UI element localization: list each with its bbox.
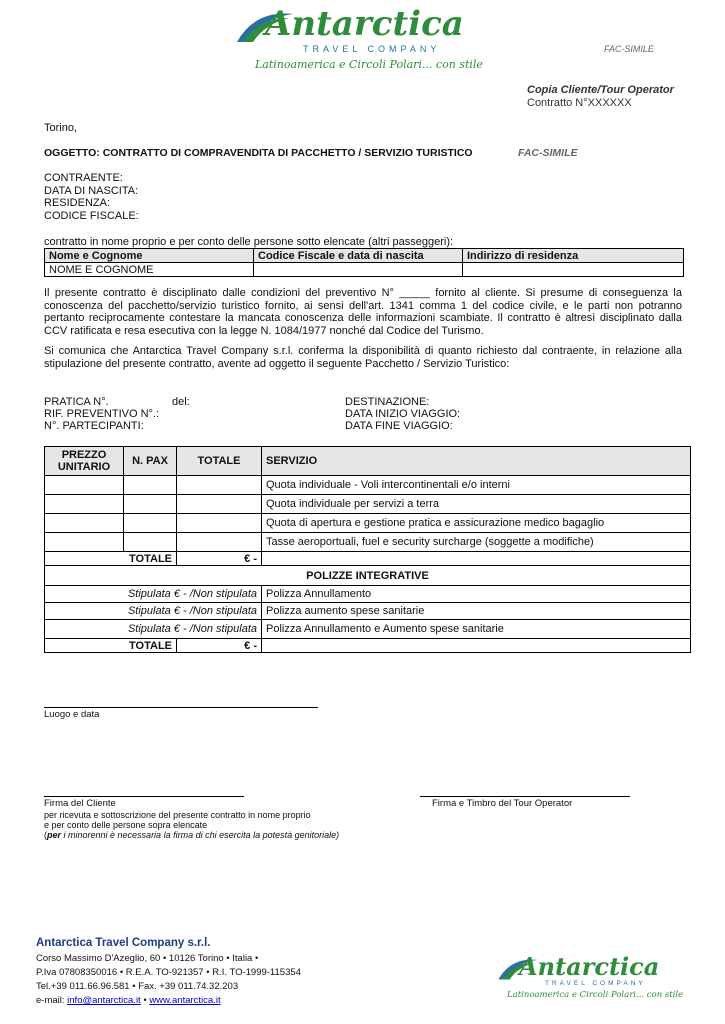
col-nome: Nome e Cognome	[45, 249, 254, 263]
place: Torino,	[44, 122, 78, 134]
paragraph-confirmation: Si comunica che Antarctica Travel Company s.r.l. conferma la disponibilità di quanto richiesto dal contraente, in relazione alla stipulazione del presente contratto, avente ad oggetto il seguente Pacchetto / Servizio Turistico:	[44, 345, 682, 370]
paragraph-conditions: Il presente contratto è disciplinato dalle condizioni del preventivo N° _____ fornito al cliente. Si presume di conseguenza la conoscenza del pacchetto/servizio turistico fornito, ai sensi dell'art. 1341 comma 1 del codice civile, e le parti non potranno pertanto reciprocamente contestare la mancata conoscenza delle informazioni scambiate. Il contratto è altresì disciplinato dalla CCV ratificata e resa esecutiva con la legge N. 1084/1977 nonché dal Codice del Turismo.	[44, 287, 682, 337]
passengers-header-row	[45, 249, 684, 263]
logo-subtitle: TRAVEL COMPANY	[303, 44, 441, 54]
policies-total-row	[45, 639, 691, 653]
footer-tel: Tel.+39 011.66.96.581 • Fax. +39 011.74.32.203	[36, 981, 239, 992]
col-codice: Codice Fiscale e data di nascita	[254, 249, 463, 263]
policy-status: Stipulata € - /Non stipulata	[45, 603, 262, 620]
policies-title: POLIZZE INTEGRATIVE	[45, 566, 691, 586]
data-inizio-label: DATA INIZIO VIAGGIO:	[345, 408, 461, 420]
services-total-row	[45, 552, 691, 566]
footer-logo-brand: Antarctica	[519, 952, 660, 981]
header-logo	[235, 4, 483, 72]
policy-label: Polizza Annullamento e Aumento spese sanitarie	[262, 620, 691, 639]
passenger-name: NOME E COGNOME	[45, 263, 254, 277]
footer-contacts: e-mail: info@antarctica.it • www.antarctica.it	[36, 995, 221, 1006]
footer-piva: P.Iva 07808350016 • R.E.A. TO-921357 • R.I. TO-1999-115354	[36, 967, 301, 978]
passengers-table	[44, 248, 684, 277]
passengers-intro: contratto in nome proprio e per conto delle persone sotto elencate (altri passeggeri):	[44, 236, 454, 248]
passenger-indirizzo	[463, 263, 684, 277]
footer-logo	[497, 952, 684, 1005]
footer-address: Corso Massimo D'Azeglio, 60 • 10126 Torino • Italia •	[36, 953, 259, 964]
policy-row	[45, 586, 691, 603]
service-row	[45, 533, 691, 552]
policy-label: Polizza Annullamento	[262, 586, 691, 603]
col-prezzo: PREZZO UNITARIO	[45, 447, 124, 476]
service-row	[45, 495, 691, 514]
passenger-row	[45, 263, 684, 277]
services-table	[44, 446, 691, 653]
del-label: del:	[172, 396, 190, 408]
website-link[interactable]: www.antarctica.it	[149, 995, 221, 1006]
residenza-label: RESIDENZA:	[44, 197, 111, 209]
total-label: TOTALE	[124, 552, 177, 566]
service-label: Quota individuale per servizi a terra	[262, 495, 691, 514]
footer-company: Antarctica Travel Company s.r.l.	[36, 937, 211, 949]
contract-number: Contratto N°XXXXXX	[527, 97, 632, 109]
logo-tagline: Latinoamerica e Circoli Polari... con stile	[255, 58, 483, 71]
email-link[interactable]: info@antarctica.it	[67, 995, 141, 1006]
col-servizio: SERVIZIO	[262, 447, 691, 476]
data-nascita-label: DATA DI NASCITA:	[44, 185, 139, 197]
copy-label: Copia Cliente/Tour Operator	[527, 84, 674, 96]
policy-status: Stipulata € - /Non stipulata	[45, 620, 262, 639]
firma-to-line	[420, 796, 630, 797]
col-totale: TOTALE	[177, 447, 262, 476]
service-row	[45, 514, 691, 533]
service-label: Tasse aeroportuali, fuel e security surcharge (soggette a modifiche)	[262, 533, 691, 552]
contraente-label: CONTRAENTE:	[44, 172, 123, 184]
services-header-row	[45, 447, 691, 476]
firma-note-1: per ricevuta e sottoscrizione del presente contratto in nome proprio	[44, 810, 311, 820]
pratica-label: PRATICA N°.	[44, 396, 109, 408]
col-indirizzo: Indirizzo di residenza	[463, 249, 684, 263]
logo-brand: Antarctica	[265, 4, 464, 44]
subject: OGGETTO: CONTRATTO DI COMPRAVENDITA DI PACCHETTO / SERVIZIO TURISTICO	[44, 147, 473, 159]
fac-simile-label: FAC-SIMILE	[604, 44, 654, 54]
firma-to-label: Firma e Timbro del Tour Operator	[432, 798, 573, 809]
policy-row	[45, 620, 691, 639]
policies-title-row	[45, 566, 691, 586]
service-label: Quota individuale - Voli intercontinentali e/o interni	[262, 476, 691, 495]
firma-note-3: (per i minorenni è necessaria la firma di chi esercita la potestà genitoriale)	[44, 830, 340, 840]
col-pax: N. PAX	[124, 447, 177, 476]
policies-total-label: TOTALE	[124, 639, 177, 653]
luogo-data-label: Luogo e data	[44, 709, 100, 720]
firma-note-2: e per conto delle persone sopra elencate	[44, 820, 208, 830]
data-fine-label: DATA FINE VIAGGIO:	[345, 420, 453, 432]
destinazione-label: DESTINAZIONE:	[345, 396, 430, 408]
policy-status: Stipulata € - /Non stipulata	[45, 586, 262, 603]
footer-logo-subtitle: TRAVEL COMPANY	[545, 980, 646, 987]
total-value: € -	[177, 552, 262, 566]
subject-fac-simile: FAC-SIMILE	[518, 147, 578, 159]
partecipanti-label: N°. PARTECIPANTI:	[44, 420, 144, 432]
policy-row	[45, 603, 691, 620]
passenger-codice	[254, 263, 463, 277]
service-label: Quota di apertura e gestione pratica e assicurazione medico bagaglio	[262, 514, 691, 533]
luogo-data-line	[44, 707, 318, 708]
rif-preventivo-label: RIF. PREVENTIVO N°.:	[44, 408, 160, 420]
policies-total-value: € -	[177, 639, 262, 653]
service-row	[45, 476, 691, 495]
firma-cliente-label: Firma del Cliente	[44, 798, 116, 809]
codice-fiscale-label: CODICE FISCALE:	[44, 210, 139, 222]
firma-cliente-line	[44, 796, 244, 797]
policy-label: Polizza aumento spese sanitarie	[262, 603, 691, 620]
footer-logo-tagline: Latinoamerica e Circoli Polari... con stile	[507, 990, 684, 1000]
